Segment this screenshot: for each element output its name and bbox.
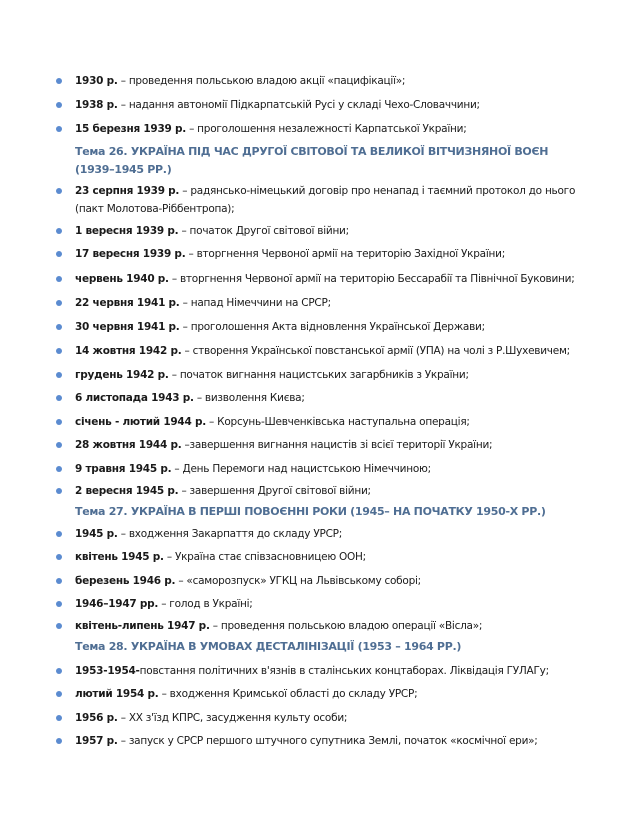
event-date: червень 1940 р. [75, 273, 169, 285]
bullet-icon [56, 531, 62, 537]
event-text-cont: (пакт Молотова-Ріббентропа); [75, 203, 235, 215]
section-heading-cont: (1939–1945 РР.) [75, 163, 172, 176]
bullet-icon [56, 228, 62, 234]
event-text: – Україна стає співзасновницею ООН; [163, 551, 366, 563]
event-date: березень 1946 р. [75, 575, 176, 587]
event-text: – радянсько-німецький договір про ненапад і таємний протокол до нього [179, 185, 576, 197]
event-text: – запуск у СРСР першого штучного супутника Землі, початок «космічної ери»; [117, 735, 538, 747]
bullet-icon [56, 251, 62, 257]
event-text: – проголошення Акта відновлення Української Держави; [179, 321, 485, 333]
event-text: – входження Кримської області до складу УРСР; [158, 688, 418, 700]
event-date: лютий 1954 р. [75, 688, 159, 700]
bullet-icon [56, 738, 62, 744]
bullet-icon [56, 442, 62, 448]
event-date: грудень 1942 р. [75, 369, 169, 381]
bullet-icon [56, 466, 62, 472]
section-heading: Тема 27. УКРАЇНА В ПЕРШІ ПОВОЄННІ РОКИ (1945– НА ПОЧАТКУ 1950-Х РР.) [75, 505, 546, 518]
event-date: 1956 р. [75, 712, 118, 724]
event-text: повстання політичних в'язнів в сталінських концтаборах. Ліквідація ГУЛАГу; [139, 665, 549, 677]
event-date: 1 вересня 1939 р. [75, 225, 179, 237]
event-text: – вторгнення Червоної армії на територію Західної України; [185, 248, 505, 260]
event-date: 22 червня 1941 р. [75, 297, 180, 309]
event-text: – Корсунь-Шевченківська наступальна операція; [205, 416, 470, 428]
bullet-icon [56, 276, 62, 282]
bullet-icon [56, 78, 62, 84]
event-date: 1953-1954- [75, 665, 140, 677]
event-text: – визволення Києва; [193, 392, 305, 404]
event-text: – ХХ з'їзд КПРС, засудження культу особи; [117, 712, 348, 724]
section-heading: Тема 28. УКРАЇНА В УМОВАХ ДЕСТАЛІНІЗАЦІЇ (1953 – 1964 РР.) [75, 640, 462, 653]
event-date: 9 травня 1945 р. [75, 463, 172, 475]
event-date: 28 жовтня 1944 р. [75, 439, 182, 451]
event-text: – надання автономії Підкарпатській Русі у складі Чехо-Словаччини; [117, 99, 480, 111]
bullet-icon [56, 126, 62, 132]
bullet-icon [56, 554, 62, 560]
event-text: – голод в Україні; [158, 598, 253, 610]
event-text: – завершення Другої світової війни; [178, 485, 371, 497]
event-date: 1946–1947 рр. [75, 598, 159, 610]
event-date: 30 червня 1941 р. [75, 321, 180, 333]
event-text: – входження Закарпаття до складу УРСР; [117, 528, 343, 540]
bullet-icon [56, 578, 62, 584]
event-date: 1945 р. [75, 528, 118, 540]
section-heading: Тема 26. УКРАЇНА ПІД ЧАС ДРУГОЇ СВІТОВОЇ ТА ВЕЛИКОЇ ВІТЧИЗНЯНОЇ ВОЄН [75, 145, 549, 158]
event-date: квітень-липень 1947 р. [75, 620, 210, 632]
event-text: – напад Німеччини на СРСР; [179, 297, 331, 309]
bullet-icon [56, 419, 62, 425]
event-text: – початок вигнання нацистських загарбників з України; [168, 369, 469, 381]
bullet-icon [56, 601, 62, 607]
event-text: – вторгнення Червоної армії на територію Бессарабії та Північної Буковини; [168, 273, 575, 285]
bullet-icon [56, 300, 62, 306]
bullet-icon [56, 372, 62, 378]
bullet-icon [56, 102, 62, 108]
event-text: – проголошення незалежності Карпатської України; [186, 123, 467, 135]
event-text: – «саморозпуск» УГКЦ на Львівському соборі; [175, 575, 421, 587]
event-text: – створення Української повстанської армії (УПА) на чолі з Р.Шухевичем; [181, 345, 570, 357]
event-text: – проведення польською владою акції «пацифікації»; [117, 75, 406, 87]
event-date: 2 вересня 1945 р. [75, 485, 179, 497]
bullet-icon [56, 668, 62, 674]
event-text: – початок Другої світової війни; [178, 225, 349, 237]
event-date: 15 березня 1939 р. [75, 123, 186, 135]
event-date: 6 листопада 1943 р. [75, 392, 194, 404]
event-date: квітень 1945 р. [75, 551, 164, 563]
event-text: –завершення вигнання нацистів зі всієї території України; [181, 439, 493, 451]
bullet-icon [56, 188, 62, 194]
event-date: 1957 р. [75, 735, 118, 747]
bullet-icon [56, 715, 62, 721]
event-date: 1938 р. [75, 99, 118, 111]
event-date: 14 жовтня 1942 р. [75, 345, 182, 357]
bullet-icon [56, 691, 62, 697]
bullet-icon [56, 488, 62, 494]
bullet-icon [56, 395, 62, 401]
bullet-icon [56, 324, 62, 330]
bullet-icon [56, 348, 62, 354]
event-date: 17 вересня 1939 р. [75, 248, 186, 260]
event-date: 23 серпня 1939 р. [75, 185, 180, 197]
event-date: січень - лютий 1944 р. [75, 416, 206, 428]
event-text: – проведення польською владою операції «Вісла»; [209, 620, 483, 632]
event-text: – День Перемоги над нацистською Німеччиною; [171, 463, 431, 475]
event-date: 1930 р. [75, 75, 118, 87]
bullet-icon [56, 623, 62, 629]
